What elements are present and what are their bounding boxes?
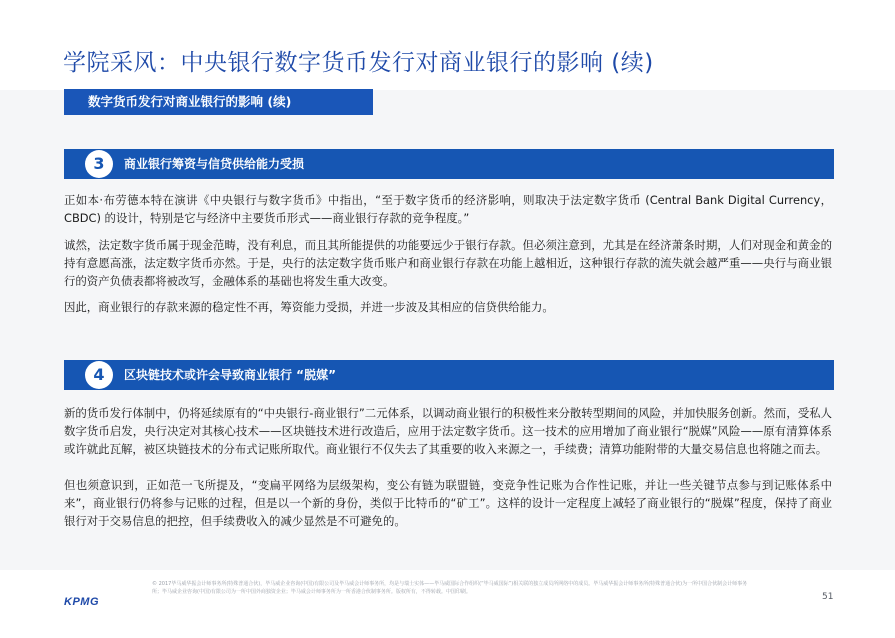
section-number-badge: 3 <box>85 150 113 178</box>
paragraph: 但也须意识到，正如范一飞所提及，“变扁平网络为层级架构，变公有链为联盟链，变竞争性记账为合作性记账，并让一些关键节点参与到记账体系中来”，商业银行仍将参与记账的过程，但是以一个新的身份，类似于比特币的“矿工”。这样的设计一定程度上减轻了商业银行的“脱媒”程度，保持了商业银行对于交易信息的把控，但手续费收入的减少显然是不可避免的。 <box>64 478 832 528</box>
section-header-4 <box>64 360 834 390</box>
paragraph: 诚然，法定数字货币属于现金范畴，没有利息，而且其所能提供的功能要远少于银行存款。但必须注意到，尤其是在经济萧条时期，人们对现金和黄金的持有意愿高涨，法定数字货币亦然。于是，央行的法定数字货币账户和商业银行存款在功能上越相近，这种银行存款的流失就会越严重——央行与商业银行的资产负债表都将被改写，金融体系的基础也将发生重大改变。 <box>64 238 832 288</box>
page-title: 学院采风：中央银行数字货币发行对商业银行的影响 (续) <box>63 50 654 76</box>
section-title: 区块链技术或许会导致商业银行 “脱媒” <box>124 368 336 382</box>
page-number: 51 <box>822 592 834 602</box>
paragraph: 新的货币发行体制中，仍将延续原有的“中央银行-商业银行”二元体系，以调动商业银行的积极性来分散转型期间的风险，并加快服务创新。然而，受私人数字货币启发，央行决定对其核心技术——区块链技术进行改造后，应用于法定数字货币。这一技术的应用增加了商业银行“脱媒”风险——原有清算体系或许就此瓦解，被区块链技术的分布式记账所取代。商业银行不仅失去了其重要的收入来源之一，手续费；清算功能附带的大量交易信息也将随之而去。 <box>64 406 832 456</box>
paragraph: 因此，商业银行的存款来源的稳定性不再，筹资能力受损，并进一步波及其相应的信贷供给能力。 <box>64 300 554 314</box>
footer-disclaimer: © 2017毕马威华振会计师事务所(特殊普通合伙)，毕马威企业咨询(中国)有限公司及毕马威会计师事务所，均是与瑞士实体——毕马威国际合作组织(“毕马威国际”)相关联的独立成员所网络中的成员。毕马威华振会计师事务所(特殊普通合伙)为一所中国合伙制会计师事务所；毕马威企业咨询(中国)有限公司为一所中国外商独资企业；毕马威会计师事务所为一所香港合伙制事务所。版权所有，不得转载。中国印刷。 <box>152 581 748 595</box>
section-number-badge: 4 <box>85 361 113 389</box>
kpmg-logo: KPMG <box>64 596 99 608</box>
subtitle-bar: 数字货币发行对商业银行的影响 (续) <box>64 89 373 115</box>
paragraph: 正如本·布劳德本特在演讲《中央银行与数字货币》中指出，“至于数字货币的经济影响，则取决于法定数字货币 (Central Bank Digital Currency，CBDC) 的设计，特别是它与经济中主要货币形式——商业银行存款的竞争程度。” <box>64 193 832 225</box>
section-title: 商业银行筹资与信贷供给能力受损 <box>124 157 305 171</box>
section-header-3 <box>64 149 834 179</box>
